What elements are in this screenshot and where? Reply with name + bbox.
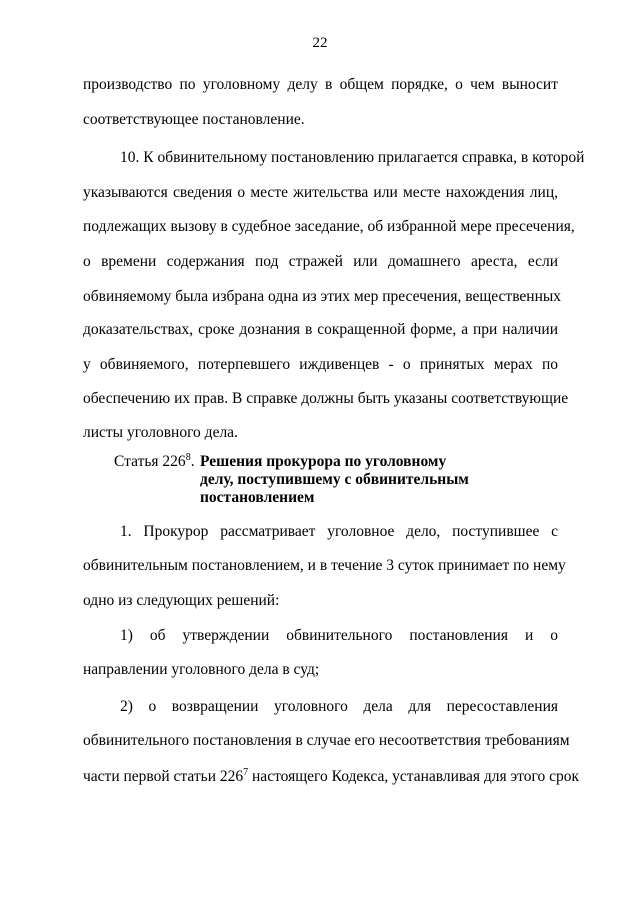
list-item-line: 2) о возвращении уголовного дела для пересоставления bbox=[120, 698, 558, 715]
paragraph-line: доказательствах, сроке дознания в сокращенной форме, а при наличии bbox=[83, 321, 558, 338]
article-title-line: Решения прокурора по уголовному bbox=[200, 453, 447, 470]
paragraph-line: обеспечению их прав. В справке должны быть указаны соответствующие bbox=[83, 390, 569, 407]
paragraph-line: листы уголовного дела. bbox=[83, 424, 238, 441]
list-item-line: 1) об утверждении обвинительного постановления и о bbox=[120, 627, 558, 644]
paragraph-line: производство по уголовному делу в общем порядке, о чем выносит bbox=[83, 76, 558, 93]
paragraph-line: указываются сведения о месте жительства или месте нахождения лиц, bbox=[83, 184, 558, 201]
article-label: Статья $226^8$. bbox=[114, 451, 195, 470]
paragraph-line: о времени содержания под стражей или домашнего ареста, если bbox=[83, 253, 558, 270]
paragraph-line: соответствующее постановление. bbox=[83, 111, 305, 128]
list-item-line: части первой статьи $226^7$ настоящего Кодекса, устанавливая для этого срок bbox=[83, 766, 580, 785]
article-title-line: делу, поступившему с обвинительным bbox=[200, 471, 469, 488]
paragraph-line: обвиняемому была избрана одна из этих мер пресечения, вещественных bbox=[83, 288, 562, 305]
page-number: 22 bbox=[312, 35, 328, 51]
list-item-line: обвинительного постановления в случае его несоответствия требованиям bbox=[83, 732, 570, 749]
article-title-line: постановлением bbox=[200, 489, 315, 506]
paragraph-line: обвинительным постановлением, и в течение 3 суток принимает по нему bbox=[83, 557, 566, 574]
paragraph-line: у обвиняемого, потерпевшего иждивенцев - о принятых мерах по bbox=[83, 356, 558, 373]
article-title bbox=[200, 453, 580, 507]
list-item-line: направлении уголовного дела в суд; bbox=[83, 661, 320, 678]
paragraph-line: 1. Прокурор рассматривает уголовное дело, поступившее с bbox=[120, 523, 558, 540]
paragraph-line: 10. К обвинительному постановлению прилагается справка, в которой bbox=[120, 149, 585, 166]
paragraph-line: одно из следующих решений: bbox=[83, 592, 280, 609]
paragraph-line: подлежащих вызову в судебное заседание, об избранной мере пресечения, bbox=[83, 218, 575, 235]
